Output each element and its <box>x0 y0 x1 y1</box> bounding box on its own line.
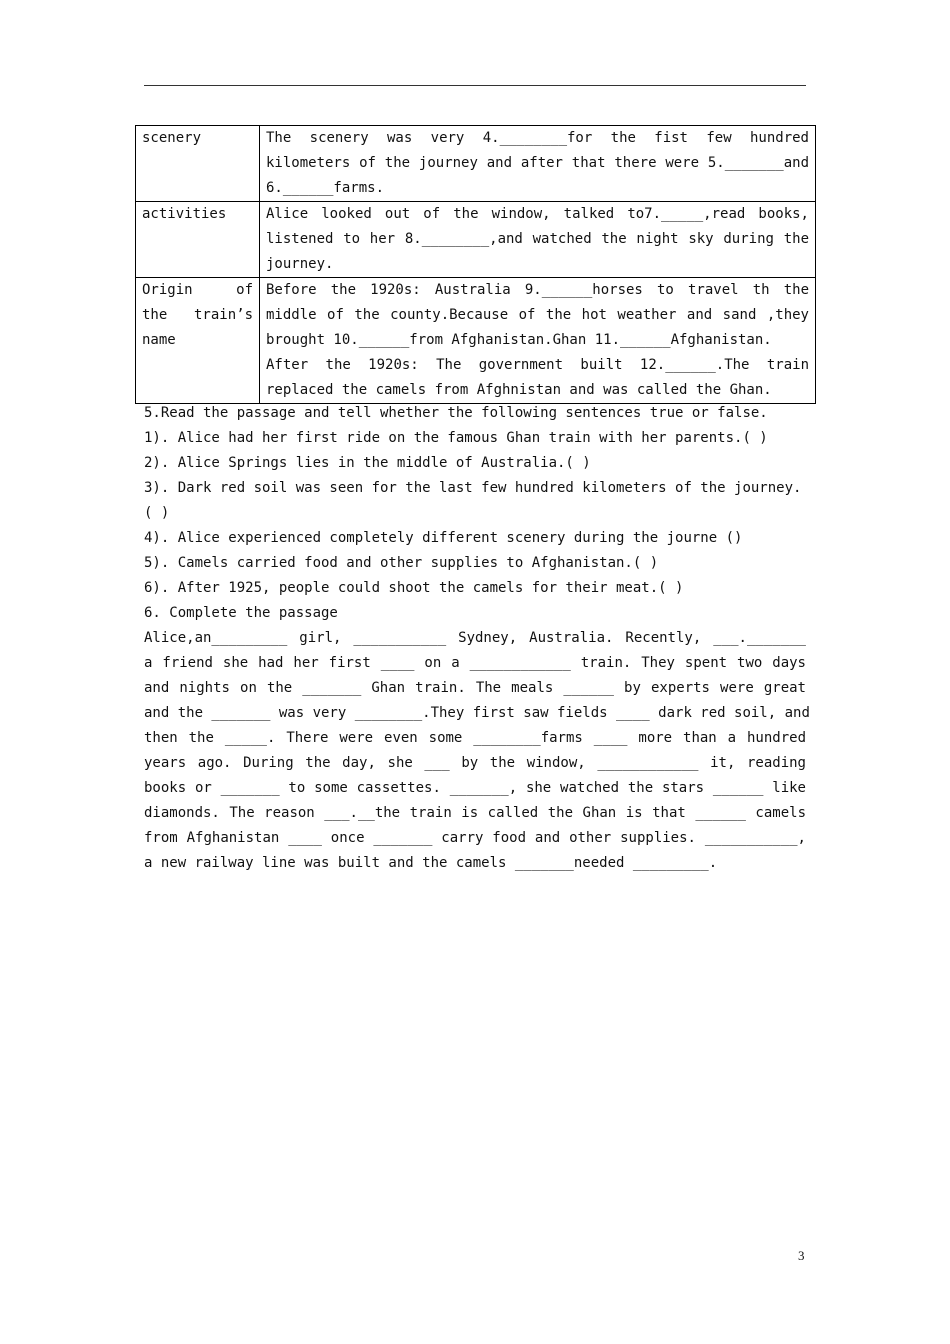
tf-item: 5). Camels carried food and other supplies to Afghanistan.( ) <box>144 555 659 571</box>
passage-line: and nights on the _______ Ghan train. The meals ______ by experts were great <box>144 680 806 696</box>
complete-heading: 6. Complete the passage <box>144 605 338 621</box>
row-value-origin <box>260 278 816 404</box>
row-key-activities: activities <box>136 202 260 278</box>
tf-item: 6). After 1925, people could shoot the camels for their meat.( ) <box>144 580 684 596</box>
cell-line: After the 1920s: The government built 12.______.The train <box>266 357 809 373</box>
passage-line: from Afghanistan ____ once _______ carry food and other supplies. ___________, <box>144 830 806 846</box>
complete-passage <box>144 626 810 876</box>
tf-item: 1). Alice had her first ride on the famous Ghan train with her parents.( ) <box>144 430 768 446</box>
header-rule <box>144 85 806 86</box>
table-row <box>136 126 816 202</box>
key-line: Origin of <box>142 282 253 298</box>
passage-line: a new railway line was built and the camels _______needed _________. <box>144 855 718 871</box>
cell-line: Before the 1920s: Australia 9.______horses to travel th the <box>266 282 809 298</box>
passage-line: books or _______ to some cassettes. _______, she watched the stars ______ like <box>144 780 806 796</box>
tf-item: ( ) <box>144 505 170 521</box>
tf-item: 2). Alice Springs lies in the middle of Australia.( ) <box>144 455 591 471</box>
passage-line: years ago. During the day, she ___ by the window, ____________ it, reading <box>144 755 806 771</box>
row-key-scenery: scenery <box>136 126 260 202</box>
passage-line: and the _______ was very ________.They first saw fields ____ dark red soil, and <box>144 705 810 721</box>
key-line: the train’s <box>142 307 253 323</box>
passage-line: then the _____. There were even some ________farms ____ more than a hundred <box>144 730 806 746</box>
cell-line: journey. <box>266 256 334 272</box>
cell-line: brought 10.______from Afghanistan.Ghan 11.______Afghanistan. <box>266 332 772 348</box>
tf-heading: 5.Read the passage and tell whether the following sentences true or false. <box>144 405 768 421</box>
page-number: 3 <box>798 1248 805 1263</box>
row-value-scenery <box>260 126 816 202</box>
passage-line: Alice,an_________ girl, ___________ Sydney, Australia. Recently, ___._______ <box>144 630 806 646</box>
journey-info-table <box>135 125 816 404</box>
cell-line: Alice looked out of the window, talked to7._____,read books, <box>266 206 809 222</box>
passage-line: a friend she had her first ____ on a ____________ train. They spent two days <box>144 655 806 671</box>
cell-line: kilometers of the journey and after that there were 5._______and <box>266 155 809 171</box>
exercise-section <box>144 401 810 876</box>
passage-line: diamonds. The reason ___.__the train is called the Ghan is that ______ camels <box>144 805 806 821</box>
key-line: name <box>142 332 176 348</box>
cell-line: 6.______farms. <box>266 180 385 196</box>
cell-line: The scenery was very 4.________for the fist few hundred <box>266 130 809 146</box>
tf-item: 4). Alice experienced completely different scenery during the journe () <box>144 530 743 546</box>
row-key-origin <box>136 278 260 404</box>
cell-line: replaced the camels from Afghnistan and was called the Ghan. <box>266 382 772 398</box>
row-value-activities <box>260 202 816 278</box>
table-row <box>136 278 816 404</box>
table-row <box>136 202 816 278</box>
cell-line: listened to her 8.________,and watched the night sky during the <box>266 231 809 247</box>
cell-line: middle of the county.Because of the hot weather and sand ,they <box>266 307 809 323</box>
tf-item: 3). Dark red soil was seen for the last few hundred kilometers of the journey. <box>144 480 802 496</box>
